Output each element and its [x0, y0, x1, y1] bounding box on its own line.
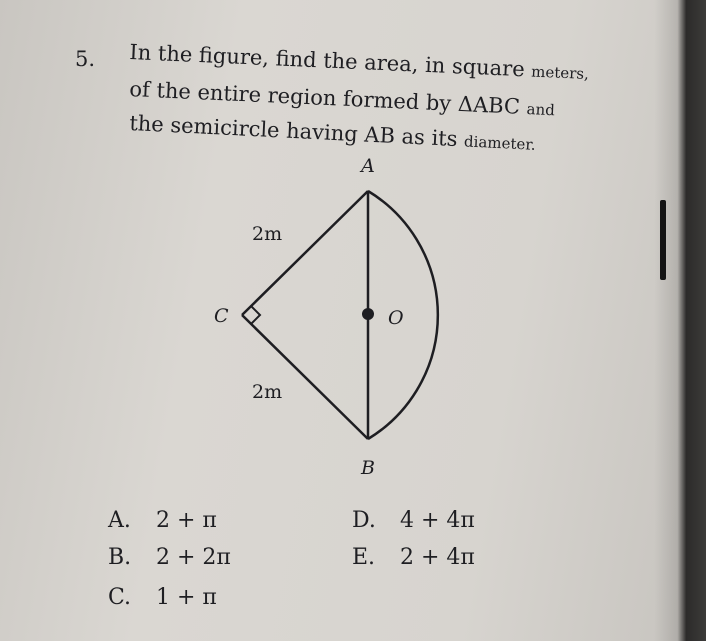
geometry-figure: [180, 148, 520, 488]
choice-letter: B.: [108, 545, 132, 570]
question-text-main: the semicircle having AB as its: [128, 111, 459, 152]
binding-mark: [660, 200, 666, 280]
side-cb-length: 2m: [252, 381, 283, 403]
answer-choice-c[interactable]: [108, 585, 217, 610]
choice-letter: D.: [352, 508, 376, 533]
question-text-line-1: [129, 40, 590, 84]
side-cb: [242, 315, 368, 439]
choice-value: 1 + π: [156, 585, 217, 610]
label-b: B: [361, 457, 375, 479]
question-text-small: meters,: [530, 62, 590, 84]
label-c: C: [214, 305, 229, 327]
answer-choice-a[interactable]: [108, 508, 217, 533]
center-point-o: [362, 308, 374, 320]
question-text-main: In the figure, find the area, in square: [128, 40, 526, 82]
right-angle-marker: [251, 306, 260, 324]
question-text-main: of the entire region formed by ΔABC: [128, 77, 521, 119]
side-ca: [242, 191, 368, 315]
choice-letter: A.: [108, 508, 131, 533]
book-binding-shadow: [654, 0, 706, 641]
answer-choice-d[interactable]: [352, 508, 475, 533]
choice-letter: C.: [108, 585, 132, 610]
question-text-small: diameter.: [463, 132, 537, 154]
question-number: 5.: [75, 47, 96, 71]
choice-value: 4 + 4π: [400, 508, 475, 533]
answer-choice-b[interactable]: [108, 545, 231, 570]
answer-choice-e[interactable]: [352, 545, 475, 570]
label-a: A: [361, 155, 375, 177]
choice-value: 2 + 4π: [400, 545, 475, 570]
choice-value: 2 + 2π: [156, 545, 231, 570]
choice-value: 2 + π: [156, 508, 217, 533]
question-text-small: and: [526, 100, 556, 120]
side-ca-length: 2m: [252, 223, 283, 245]
choice-letter: E.: [352, 545, 376, 570]
label-o: O: [388, 307, 404, 329]
